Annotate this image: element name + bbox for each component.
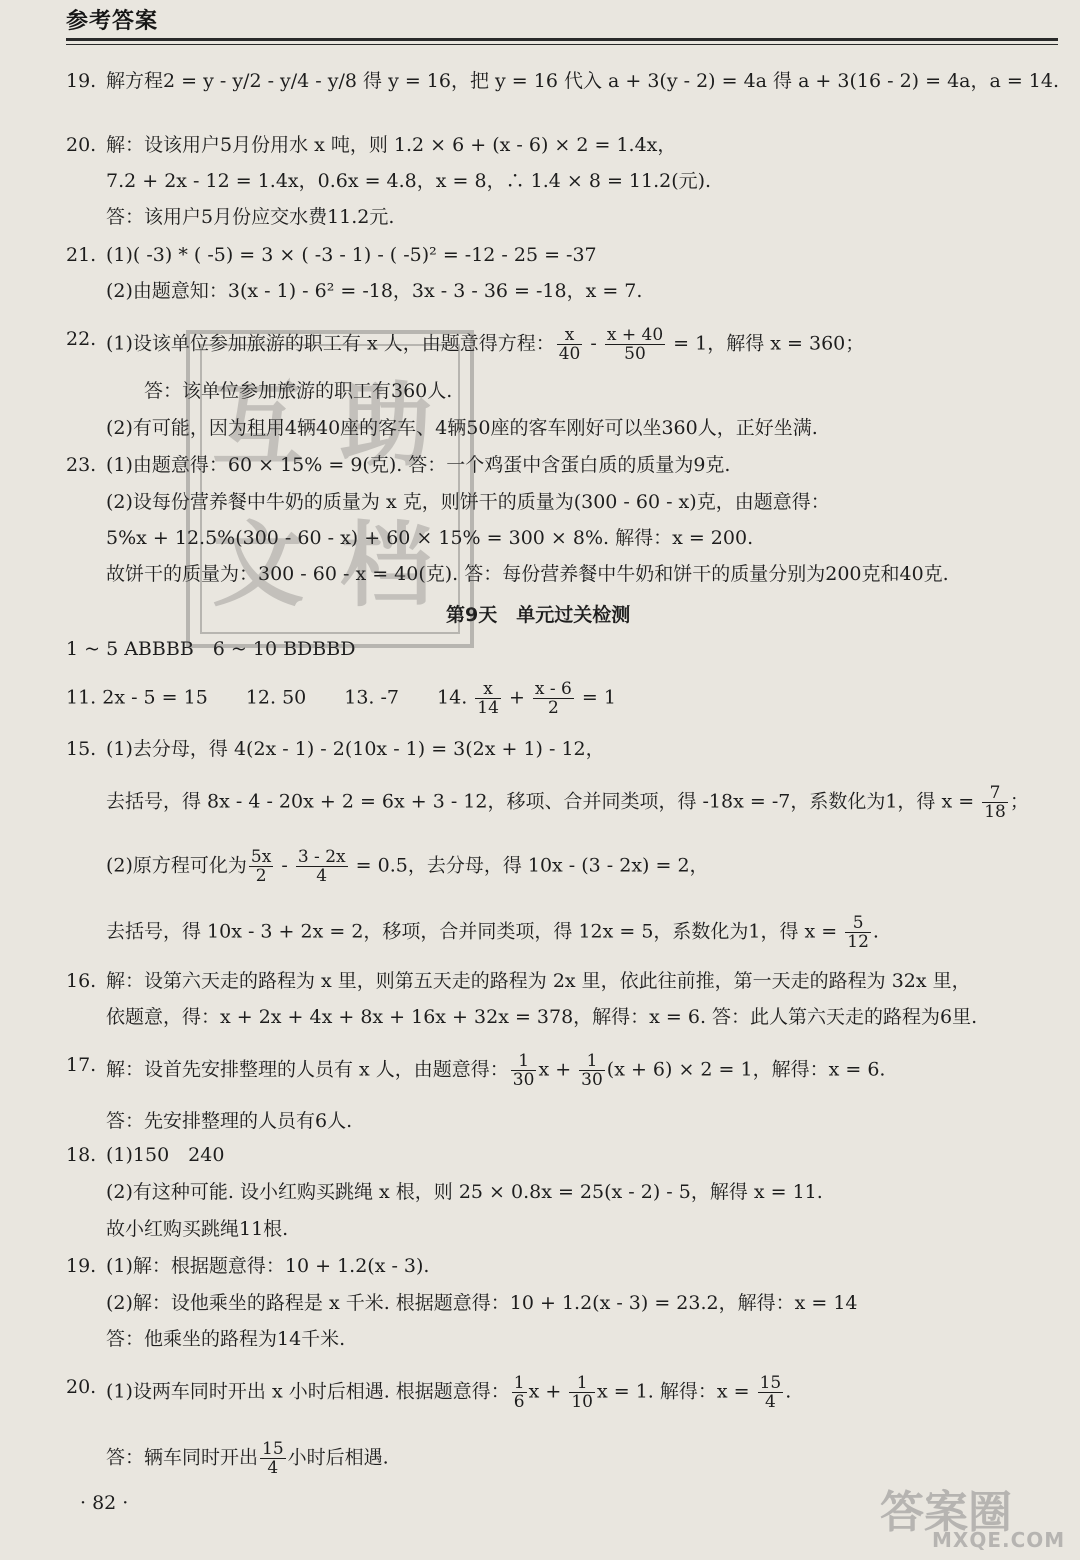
section-title: 第9天 单元过关检测 — [446, 604, 631, 626]
header-rule-thin — [66, 44, 1058, 45]
watermark-stamp: 互 助 文 档 — [186, 330, 474, 648]
page-header — [66, 4, 1058, 44]
document-page: 参考答案 19. 解方程2 = y - y/2 - y/4 - y/8 得 y = 16，把 y = 16 代入 a + 3(y - 2) = 4a 得 a + 3(16 - 2) = 4a，a = 14. 20. 解：设该用户5月份用水 x 吨，则 1.2 × 6 + (x - 6) × 2 = 1.4x， 7.2 + 2x - 12 = 1.4x，0.6x = 4.8，x = 8，∴ 1.4 × 8 = 11.2(元). 答：该用户5月份应交水费11.2元. 21. (1)( -3) * ( -5) = 3 × ( -3 - 1) - ( -5)² = -12 - 25 = -37 (2)由题意知：3(x - 1) - 6² = -18，3x - 3 - 36 = -18，x = 7. 22. (1)设该单位参加旅游的职工有 x 人，由题意得方程： $\frac{x}{40}$ - $\frac{x + 40}{50}$ = 1，解得 x = 360； 答：该单位参加旅游的职工有360人. (2)有可能，因为租用4辆40座的客车、4辆50座的客车刚好可以坐360人，正好坐满. 23. (1)由题意得：60 × 15% = 9(克). 答：一个鸡蛋中含蛋白质的质量为9克. (2)设每份营养餐中牛奶的质量为 x 克，则饼干的质量为(300 - 60 - x)克，由题意得： 5%x + 12.5%(300 - 60 - x) + 60 × 15% = 300 × 8%. 解得：x = 200. 故饼干的质量为：300 - 60 - x = 40(克). 答：每份营养餐中牛奶和饼干的质量分别为200克和40克. 第9天 单元过关检测 1 ~ 5 ABBBB 6 ~ 10 BDBBD 11. 2x - 5 = 15 12. 50 13. -7 14. $\frac{x}{14}$ + $\frac{x - 6}{2}$ = 1 15. (1)去分母，得 4(2x - 1) - 2(10x - 1) = 3(2x + 1) - 12， 去括号，得 8x - 4 - 20x + 2 = 6x + 3 - 12，移项、合并同类项，得 -18x = -7，系数化为1，得 x = $\frac{7}{18}$ ； (2)原方程可化为 $\frac{5x}{2}$ - $\frac{3 - 2x}{4}$ = 0.5，去分母，得 10x - (3 - 2x) = 2， 去括号，得 10x - 3 + 2x = 2，移项，合并同类项，得 12x = 5，系数化为1，得 x = $\frac{5}{12}$ . 16. 解：设第六天走的路程为 x 里，则第五天走的路程为 2x 里，依此往前推，第一天走的路程为 32x 里， 依题意，得：x + 2x + 4x + 8x + 16x + 32x = 378，解得：x = 6. 答：此人第六天走的路程为6里. 17. 解：设首先安排整理的人员有 x 人，由题意得： $\frac{1}{30}$ x + $\frac{1}{30}$ (x + 6) × 2 = 1，解得：x = 6. 答：先安排整理的人员有6人. 18. (1)150 240 (2)有这种可能. 设小红购买跳绳 x 根，则 25 × 0.8x = 25(x - 2) - 5，解得 x = 11. 故小红购买跳绳11根. 19. (1)解：根据题意得：10 + 1.2(x - 3). (2)解：设他乘坐的路程是 x 千米. 根据题意得：10 + 1.2(x - 3) = 23.2，解得：x = 14 答：他乘坐的路程为14千米. 20. (1)设两车同时开出 x 小时后相遇. 根据题意得： $\frac{1}{6}$ x + $\frac{1}{10}$ x = 1. 解得：x = $\frac{15}{4}$ . 答：辆车同时开出 $\frac{15}{4}$ 小时后相遇. 互 助 文 档 · 82 · 答案圈 MXQE.COM — [0, 0, 1080, 1560]
header-rule — [66, 38, 1058, 41]
page-number: · 82 · — [80, 1492, 129, 1514]
header-title: 参考答案 — [66, 9, 159, 34]
site-watermark: 答案圈 MXQE.COM — [880, 1487, 1066, 1552]
